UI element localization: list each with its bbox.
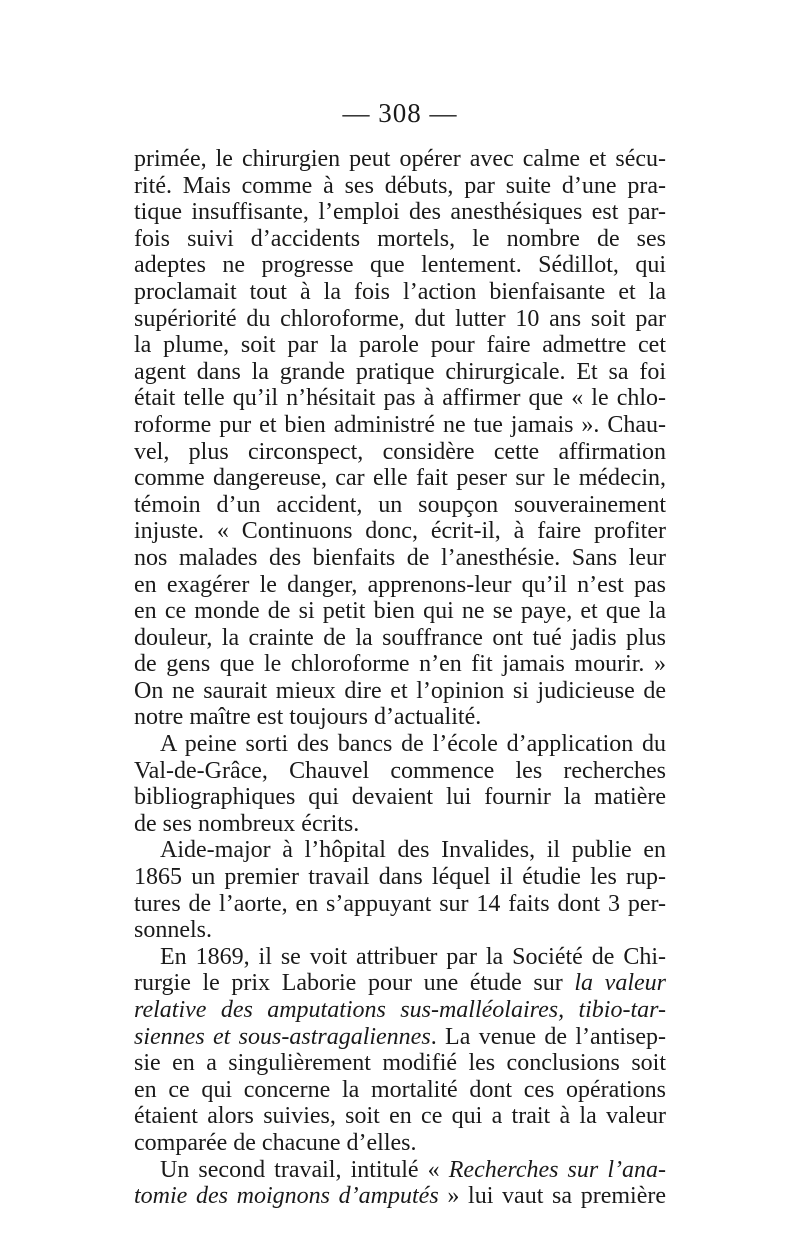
text-line <box>134 917 666 944</box>
text-line <box>134 492 666 519</box>
text-segment: sie en a singulièrement modifié les conclusions soit <box>134 1050 666 1077</box>
text-line <box>134 252 666 279</box>
italic-text: Recherches sur l’ana- <box>448 1156 666 1183</box>
text-segment: agent dans la grande pratique chirurgicale. Et sa foi <box>134 358 666 385</box>
text-segment: de gens que le chloroforme n’en fit jamais mourir. » <box>134 651 666 678</box>
text-line <box>134 651 666 678</box>
text-segment: Val-de-Grâce, Chauvel commence les recherches <box>134 757 666 784</box>
text-segment: sonnels. <box>134 917 212 944</box>
text-line <box>134 359 666 386</box>
page-number: — 308 — <box>342 98 458 128</box>
text-segment: rité. Mais comme à ses débuts, par suite d’une pra- <box>134 172 666 199</box>
text-line <box>134 1157 666 1184</box>
text-segment: On ne saurait mieux dire et l’opinion si judicieuse de <box>134 677 666 704</box>
text-line <box>134 332 666 359</box>
text-segment: témoin d’un accident, un soupçon souverainement <box>134 491 666 518</box>
text-segment: vel, plus circonspect, considère cette affirmation <box>134 438 666 465</box>
text-segment: bibliographiques qui devaient lui fournir la matière <box>134 784 666 811</box>
text-line <box>134 837 666 864</box>
text-segment: » lui vaut sa première <box>438 1183 666 1210</box>
text-line <box>134 279 666 306</box>
italic-text: tomie des moignons d’amputés <box>134 1183 439 1210</box>
text-line <box>134 598 666 625</box>
text-segment: En 1869, il se voit attribuer par la Société de Chi- <box>160 943 666 970</box>
text-line <box>134 412 666 439</box>
text-line <box>134 173 666 200</box>
text-segment: douleur, la crainte de la souffrance ont tué jadis plus <box>134 624 666 651</box>
text-line <box>134 1050 666 1077</box>
text-segment: comme dangereuse, car elle fait peser sur le médecin, <box>134 465 666 492</box>
text-segment: de ses nombreux écrits. <box>134 810 360 837</box>
text-segment: . La venue de l’antisep- <box>430 1023 666 1050</box>
text-segment: était telle qu’il n’hésitait pas à affirmer que « le chlo- <box>134 385 666 412</box>
text-line <box>134 678 666 705</box>
text-segment: en ce qui concerne la mortalité dont ces opérations <box>134 1076 666 1103</box>
text-segment: proclamait tout à la fois l’action bienfaisante et la <box>134 278 666 305</box>
text-line <box>134 572 666 599</box>
text-segment: A peine sorti des bancs de l’école d’application du <box>160 731 666 758</box>
text-line <box>134 385 666 412</box>
text-line <box>134 1183 666 1210</box>
text-line <box>134 758 666 785</box>
text-segment: tures de l’aorte, en s’appuyant sur 14 faits dont 3 per- <box>134 890 666 917</box>
text-segment: adeptes ne progresse que lentement. Sédillot, qui <box>134 252 666 279</box>
text-line <box>134 226 666 253</box>
text-segment: rurgie le prix Laborie pour une étude sur <box>134 970 575 997</box>
text-line <box>134 146 666 173</box>
text-line <box>134 518 666 545</box>
text-segment: en ce monde de si petit bien qui ne se paye, et que la <box>134 598 666 625</box>
text-segment: fois suivi d’accidents mortels, le nombre de ses <box>134 225 666 252</box>
body-text <box>134 146 666 1210</box>
text-segment: la plume, soit par la parole pour faire admettre cet <box>134 332 666 359</box>
text-line <box>134 944 666 971</box>
text-segment: Un second travail, intitulé « <box>160 1156 449 1183</box>
text-line <box>134 465 666 492</box>
text-segment: supériorité du chloroforme, dut lutter 10 ans soit par <box>134 305 666 332</box>
text-line <box>134 731 666 758</box>
text-line <box>134 199 666 226</box>
text-line <box>134 625 666 652</box>
text-segment: Aide-major à l’hôpital des Invalides, il publie en <box>160 837 666 864</box>
text-line <box>134 439 666 466</box>
text-line <box>134 1024 666 1051</box>
text-line <box>134 306 666 333</box>
text-segment: notre maître est toujours d’actualité. <box>134 704 482 731</box>
text-segment: en exagérer le danger, apprenons-leur qu’il n’est pas <box>134 571 666 598</box>
italic-text: la valeur <box>574 970 666 997</box>
text-line <box>134 997 666 1024</box>
text-segment: tique insuffisante, l’emploi des anesthésiques est par- <box>134 199 666 226</box>
text-segment: comparée de chacune d’elles. <box>134 1129 417 1156</box>
italic-text: siennes et sous-astragaliennes <box>134 1023 431 1050</box>
text-line <box>134 1077 666 1104</box>
text-segment: primée, le chirurgien peut opérer avec calme et sécu- <box>134 146 666 172</box>
text-segment: étaient alors suivies, soit en ce qui a trait à la valeur <box>134 1103 666 1130</box>
text-segment: nos malades des bienfaits de l’anesthésie. Sans leur <box>134 544 666 571</box>
text-line <box>134 1130 666 1157</box>
text-segment: injuste. « Continuons donc, écrit-il, à faire profiter <box>134 518 666 545</box>
text-segment: 1865 un premier travail dans léquel il étudie les rup- <box>134 864 666 891</box>
text-line <box>134 970 666 997</box>
text-line <box>134 784 666 811</box>
text-line <box>134 545 666 572</box>
text-segment: roforme pur et bien administré ne tue jamais ». Chau- <box>134 411 666 438</box>
text-line <box>134 704 666 731</box>
text-line <box>134 1103 666 1130</box>
text-line <box>134 864 666 891</box>
text-line <box>134 891 666 918</box>
text-line <box>134 811 666 838</box>
italic-text: relative des amputations sus-malléolaires, tibio-tar- <box>134 997 666 1023</box>
